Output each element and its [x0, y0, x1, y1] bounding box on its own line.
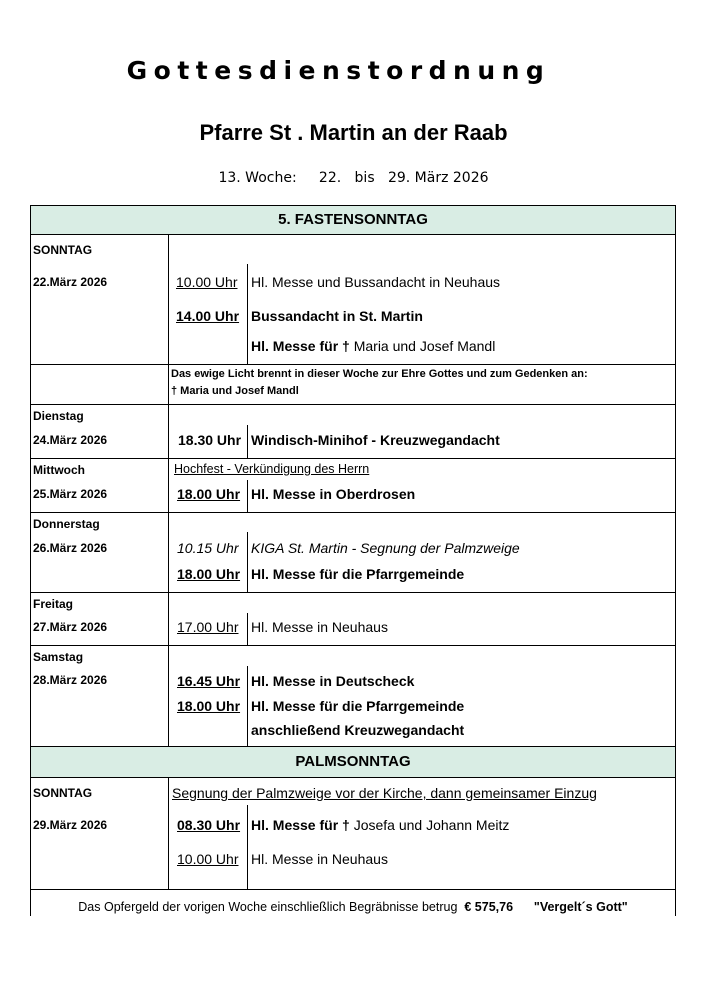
event-text: Hl. Messe in Oberdrosen [251, 486, 416, 502]
time-separator [247, 613, 248, 645]
divider [30, 364, 676, 365]
date-label: 28.März 2026 [33, 673, 108, 687]
offering-amount: € 575,76 [464, 900, 514, 914]
event-text: Hl. Messe und Bussandacht in Neuhaus [251, 274, 501, 290]
mass-intention-prefix: Hl. Messe für † [251, 817, 354, 833]
event-time: 16.45 Uhr [177, 673, 241, 689]
time-separator [247, 805, 248, 889]
event-text: Hl. Messe für die Pfarrgemeinde [251, 566, 465, 582]
event-text: anschließend Kreuzwegandacht [251, 722, 465, 738]
day-label: SONNTAG [33, 243, 93, 257]
event-time: 10.15 Uhr [177, 540, 239, 556]
event-text: Hl. Messe in Neuhaus [251, 851, 388, 867]
time-separator [247, 480, 248, 512]
mass-intention-prefix: Hl. Messe für † [251, 338, 354, 354]
divider [30, 889, 676, 890]
event-text [251, 338, 495, 354]
date-label: 22.März 2026 [33, 275, 108, 289]
day-label: SONNTAG [33, 786, 93, 800]
day-label: Mittwoch [33, 463, 85, 477]
table-border-right [675, 205, 676, 916]
date-label: 27.März 2026 [33, 620, 108, 634]
divider [30, 458, 676, 459]
date-label: 24.März 2026 [33, 433, 108, 447]
mass-intention-names: Josefa und Johann Meitz [353, 817, 510, 833]
event-time: 10.00 Uhr [177, 851, 239, 867]
divider [30, 777, 676, 778]
event-time: 08.30 Uhr [177, 817, 241, 833]
day-label: Dienstag [33, 409, 84, 423]
time-separator [247, 264, 248, 364]
divider [30, 592, 676, 593]
date-label: 26.März 2026 [33, 541, 108, 555]
day-label: Samstag [33, 650, 84, 664]
event-time: 18.00 Uhr [177, 698, 241, 714]
event-time: 18.30 Uhr [178, 432, 242, 448]
day-label: Donnerstag [33, 517, 100, 531]
date-label: 25.März 2026 [33, 487, 108, 501]
event-time: 18.00 Uhr [177, 566, 241, 582]
eternal-light-line1: Das ewige Licht brennt in dieser Woche zur Ehre Gottes und zum Gedenken an: [171, 368, 588, 380]
time-separator [247, 532, 248, 592]
eternal-light-line2: † Maria und Josef Mandl [171, 385, 299, 397]
event-text: Hl. Messe für die Pfarrgemeinde [251, 698, 465, 714]
offering-text: Das Opfergeld der vorigen Woche einschließlich Begräbnisse betrug [78, 900, 458, 914]
event-text: Hl. Messe in Neuhaus [251, 619, 388, 635]
mass-intention-names: Maria und Josef Mandl [353, 338, 496, 354]
page-title: Gottesdienstordnung [126, 56, 551, 85]
week-range: 13. Woche: 22. bis 29. März 2026 [218, 170, 489, 186]
event-text [251, 817, 509, 833]
column-separator [168, 234, 169, 746]
event-time: 17.00 Uhr [177, 619, 239, 635]
section-banner-fastensonntag: 5. FASTENSONNTAG [30, 206, 676, 234]
palm-blessing-note: Segnung der Palmzweige vor der Kirche, dann gemeinsamer Einzug [172, 785, 597, 801]
divider [30, 512, 676, 513]
event-text: KIGA St. Martin - Segnung der Palmzweige [251, 540, 520, 556]
time-separator [247, 425, 248, 458]
divider [30, 645, 676, 646]
column-separator [168, 777, 169, 889]
event-text: Windisch-Minihof - Kreuzwegandacht [251, 432, 500, 448]
event-text: Hl. Messe in Deutscheck [251, 673, 415, 689]
divider [30, 234, 676, 235]
table-border-left [30, 205, 31, 916]
feast-label: Hochfest - Verkündigung des Herrn [174, 462, 370, 476]
thanks-note: "Vergelt´s Gott" [533, 900, 628, 914]
divider [30, 746, 676, 747]
parish-name: Pfarre St . Martin an der Raab [199, 120, 508, 145]
time-separator [247, 666, 248, 746]
section-banner-palmsonntag: PALMSONNTAG [30, 747, 676, 777]
date-label: 29.März 2026 [33, 818, 108, 832]
event-text: Bussandacht in St. Martin [251, 308, 423, 324]
day-label: Freitag [33, 597, 74, 611]
event-time: 10.00 Uhr [176, 274, 238, 290]
divider [30, 404, 676, 405]
event-time: 18.00 Uhr [177, 486, 241, 502]
event-time: 14.00 Uhr [176, 308, 240, 324]
table-border-top [30, 205, 676, 206]
offering-note [30, 900, 676, 914]
